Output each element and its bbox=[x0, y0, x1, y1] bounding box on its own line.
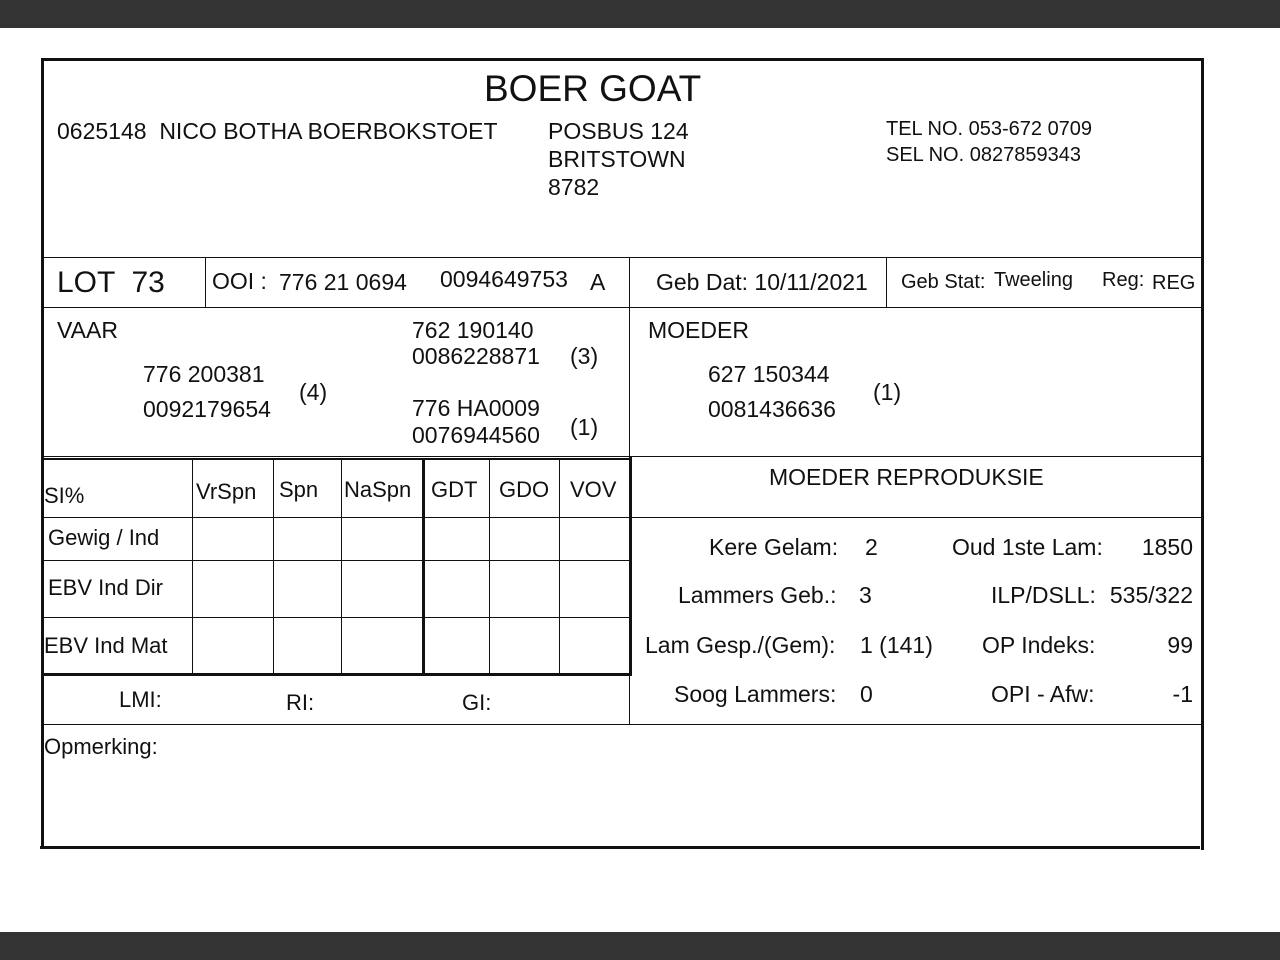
repro-right-label: Oud 1ste Lam: bbox=[952, 534, 1103, 560]
grandsire-2-number: 0076944560 bbox=[412, 422, 540, 448]
table-header-cell: GDT bbox=[431, 477, 478, 502]
repro-left-value: 1 (141) bbox=[860, 632, 933, 658]
repro-right-value: 99 bbox=[1167, 632, 1193, 658]
ri-label: RI: bbox=[286, 690, 315, 715]
vaar-count: (4) bbox=[299, 379, 328, 405]
repro-left-value: 0 bbox=[860, 681, 873, 707]
owner-address-line-3: 8782 bbox=[548, 174, 600, 200]
lot-label: LOT 73 bbox=[57, 266, 165, 299]
reg-value: REG bbox=[1152, 272, 1196, 294]
table-header-cell: VOV bbox=[570, 477, 617, 502]
repro-left-label: Lam Gesp./(Gem): bbox=[645, 632, 836, 658]
table-header-cell: Spn bbox=[279, 477, 319, 502]
gi-label: GI: bbox=[462, 690, 492, 715]
owner-address-line-1: POSBUS 124 bbox=[548, 118, 689, 144]
opmerking-label: Opmerking: bbox=[44, 734, 158, 759]
repro-left-label: Soog Lammers: bbox=[674, 681, 837, 707]
repro-left-value: 2 bbox=[865, 534, 878, 560]
table-header-cell: GDO bbox=[499, 477, 550, 502]
owner-name: 0625148 NICO BOTHA BOERBOKSTOET bbox=[57, 118, 498, 144]
lmi-label: LMI: bbox=[119, 687, 162, 712]
repro-left-value: 3 bbox=[859, 582, 872, 608]
repro-left-label: Lammers Geb.: bbox=[678, 582, 837, 608]
repro-right-label: OPI - Afw: bbox=[991, 681, 1095, 707]
repro-right-value: -1 bbox=[1172, 681, 1193, 707]
ooi-number: 0094649753 bbox=[440, 266, 568, 292]
grandsire-1-count: (3) bbox=[570, 343, 599, 369]
repro-right-value: 535/322 bbox=[1109, 582, 1193, 608]
grandsire-2-id: 776 HA0009 bbox=[412, 395, 540, 421]
repro-right-label: ILP/DSLL: bbox=[991, 582, 1096, 608]
table-corner-label: SI% bbox=[44, 483, 85, 508]
grandsire-1-id: 762 190140 bbox=[412, 317, 534, 343]
owner-sel: SEL NO. 0827859343 bbox=[886, 144, 1081, 166]
reproduksie-title: MOEDER REPRODUKSIE bbox=[769, 464, 1044, 490]
owner-tel: TEL NO. 053-672 0709 bbox=[886, 118, 1093, 140]
page-title: BOER GOAT bbox=[484, 68, 702, 109]
moeder-label: MOEDER bbox=[648, 317, 749, 343]
top-bar bbox=[0, 0, 1280, 28]
owner-address-line-2: BRITSTOWN bbox=[548, 146, 686, 172]
moeder-count: (1) bbox=[873, 379, 902, 405]
birth-status-label: Geb Stat: bbox=[901, 271, 986, 293]
grandsire-1-number: 0086228871 bbox=[412, 343, 540, 369]
bottom-bar bbox=[0, 932, 1280, 960]
vaar-id: 776 200381 bbox=[143, 361, 265, 387]
moeder-number: 0081436636 bbox=[708, 396, 836, 422]
ooi-grade: A bbox=[590, 269, 606, 295]
repro-left-label: Kere Gelam: bbox=[709, 534, 839, 560]
repro-right-label: OP Indeks: bbox=[982, 632, 1096, 658]
moeder-id: 627 150344 bbox=[708, 361, 830, 387]
table-row-label: Gewig / Ind bbox=[48, 525, 160, 550]
birth-date: Geb Dat: 10/11/2021 bbox=[656, 269, 868, 295]
reg-label: Reg: bbox=[1102, 269, 1145, 291]
ooi-id: 776 21 0694 bbox=[279, 269, 407, 295]
birth-status-value: Tweeling bbox=[994, 269, 1073, 291]
ooi-label: OOI : bbox=[212, 268, 267, 294]
vaar-number: 0092179654 bbox=[143, 396, 271, 422]
table-row-label: EBV Ind Dir bbox=[48, 575, 163, 600]
table-header-cell: NaSpn bbox=[344, 477, 412, 502]
vaar-label: VAAR bbox=[57, 317, 118, 343]
grandsire-2-count: (1) bbox=[570, 414, 599, 440]
table-row-label: EBV Ind Mat bbox=[44, 633, 168, 658]
repro-right-value: 1850 bbox=[1141, 534, 1193, 560]
table-header-cell: VrSpn bbox=[196, 479, 257, 504]
